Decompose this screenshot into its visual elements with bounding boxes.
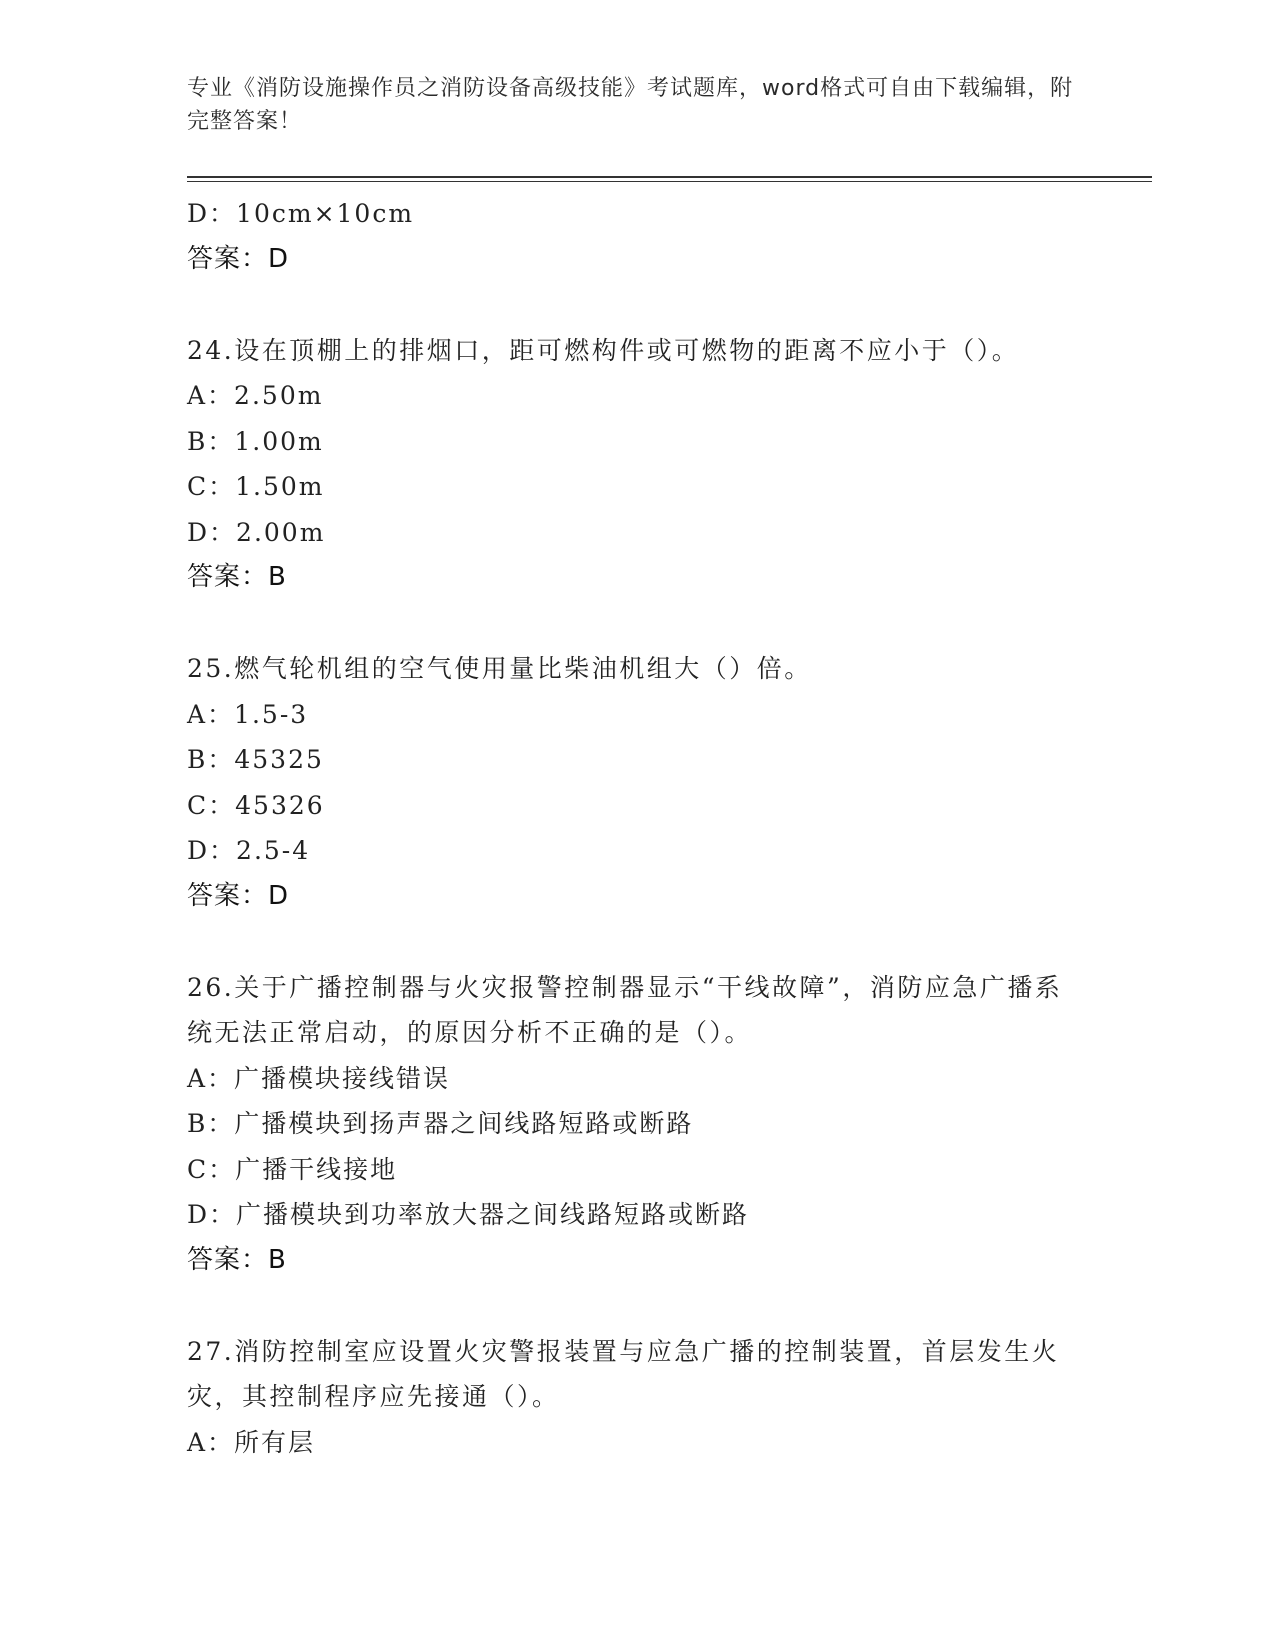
question-24-answer: 答案：B: [187, 562, 287, 592]
question-24-text: 24.设在顶棚上的排烟口，距可燃构件或可燃物的距离不应小于（）。: [187, 335, 1020, 365]
prev-question-option-d: D：10cm×10cm: [187, 199, 415, 228]
question-26-option-b: B：广播模块到扬声器之间线路短路或断路: [187, 1109, 694, 1138]
prev-question-answer: 答案：D: [187, 243, 290, 274]
page-header: 专业《消防设施操作员之消防设备高级技能》考试题库，word格式可自由下载编辑，附完整答案！: [187, 76, 1074, 134]
question-27-text: 27.消防控制室应设置火灾警报装置与应急广播的控制装置，首层发生火灾，其控制程序应先接通（）。: [187, 1336, 1060, 1411]
question-26-text: 26.关于广播控制器与火灾报警控制器显示“干线故障”，消防应急广播系统无法正常启动，的原因分析不正确的是（）。: [187, 972, 1063, 1047]
spacer: [187, 919, 1087, 965]
question-24-option-d: D：2.00m: [187, 517, 326, 547]
question-26-option-a: A：广播模块接线错误: [187, 1063, 451, 1093]
question-25-option-a: A：1.5-3: [187, 699, 309, 729]
header-divider: [187, 176, 1152, 182]
question-27-option-a: A：所有层: [187, 1427, 316, 1457]
question-24-option-b: B：1.00m: [187, 426, 324, 456]
question-25-option-b: B：45325: [187, 745, 324, 774]
question-25-answer: 答案：D: [187, 880, 290, 911]
question-24-option-c: C：1.50m: [187, 472, 325, 501]
spacer: [187, 601, 1087, 647]
question-26-answer: 答案：B: [187, 1244, 287, 1275]
question-25-text: 25.燃气轮机组的空气使用量比柴油机组大（）倍。: [187, 654, 812, 683]
question-content: [187, 191, 1087, 1465]
question-24-option-a: A：2.50m: [187, 381, 324, 410]
question-25-option-c: C：45326: [187, 790, 325, 820]
spacer: [187, 1283, 1087, 1329]
question-26-option-c: C：广播干线接地: [187, 1154, 398, 1184]
question-25-option-d: D：2.5-4: [187, 836, 311, 865]
question-26-option-d: D：广播模块到功率放大器之间线路短路或断路: [187, 1200, 750, 1229]
spacer: [187, 282, 1087, 328]
